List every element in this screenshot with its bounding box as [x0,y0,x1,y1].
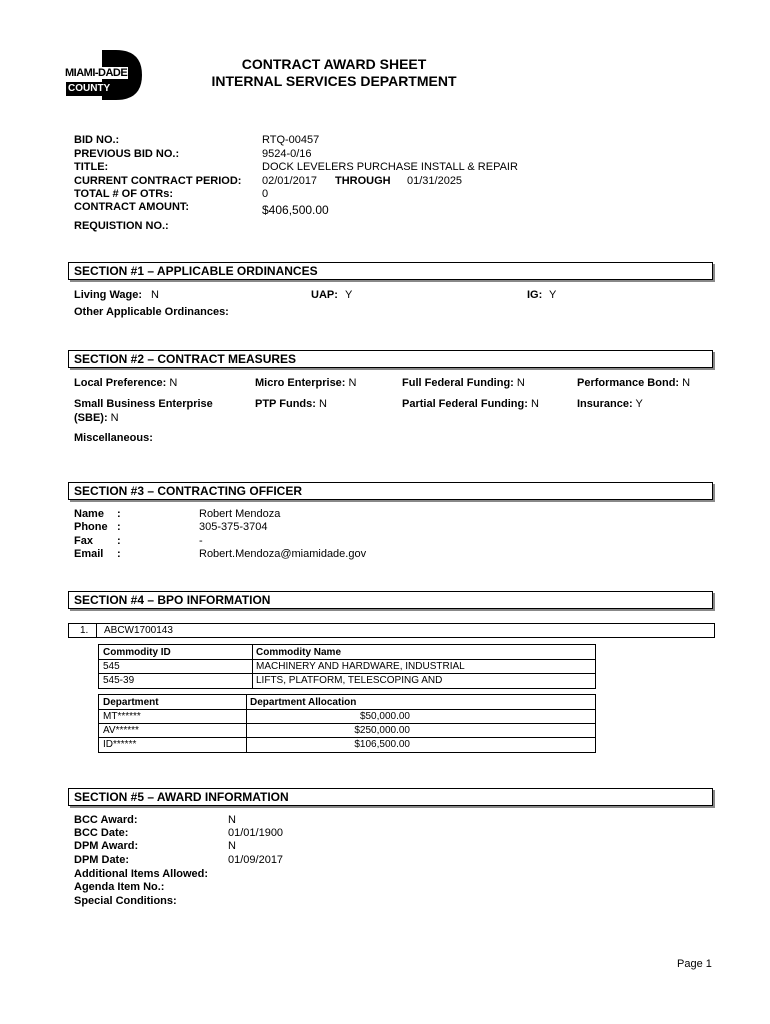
living-wage-label: Living Wage: [74,289,143,301]
section4-header [68,591,713,609]
bid-no-value: RTQ-00457 [262,134,320,146]
section1-heading: SECTION #1 – APPLICABLE ORDINANCES [74,264,318,278]
bpo-number: ABCW1700143 [104,625,173,636]
living-wage-value: N [151,289,159,301]
commodity-id: 545-39 [103,675,135,686]
officer-fax-label: Fax [74,535,93,547]
department-allocation: $106,500.00 [354,739,410,750]
section2-header [68,350,713,368]
uap-value: Y [345,289,353,301]
sbe-label-line1: Small Business Enterprise [74,398,213,410]
agenda-item-label: Agenda Item No.: [74,881,165,893]
section4-heading: SECTION #4 – BPO INFORMATION [74,593,271,607]
department-code: MT****** [103,711,141,722]
officer-name: Robert Mendoza [199,508,281,520]
bcc-date-value: 01/01/1900 [228,827,284,839]
special-conditions-label: Special Conditions: [74,895,177,907]
bcc-award-value: N [228,814,236,826]
section1-header [68,262,713,280]
allocation-table [98,694,596,753]
section3-heading: SECTION #3 – CONTRACTING OFFICER [74,484,303,498]
page-number: Page 1 [677,958,712,970]
dpm-award-label: DPM Award: [74,840,139,852]
through-label: THROUGH [335,175,391,187]
uap-label: UAP: [311,289,338,301]
miscellaneous-label: Miscellaneous: [74,432,153,444]
section3-header [68,482,713,500]
period-start: 02/01/2017 [262,175,318,187]
commodity-name: LIFTS, PLATFORM, TELESCOPING AND [256,675,443,686]
page-title: CONTRACT AWARD SHEET [241,56,427,72]
bpo-row [68,623,715,638]
local-preference: Local Preference: N [74,377,178,389]
department-code: ID****** [103,739,137,750]
previous-bid-value: 9524-0/16 [262,148,312,160]
officer-email-label: Email [74,548,104,560]
period-end: 01/31/2025 [407,175,463,187]
commodity-id: 545 [103,661,120,672]
bid-no-label: BID NO.: [74,134,120,146]
commodity-id-header: Commodity ID [103,647,171,658]
department-allocation: $50,000.00 [359,711,410,722]
full-federal-funding: Full Federal Funding: N [402,377,525,389]
officer-phone-colon: : [117,521,121,533]
section5-heading: SECTION #5 – AWARD INFORMATION [74,790,289,804]
officer-name-label: Name [74,508,104,520]
bcc-date-label: BCC Date: [74,827,129,839]
officer-email-colon: : [117,548,121,560]
officer-phone-label: Phone [74,521,108,533]
insurance: Insurance: Y [577,398,643,410]
ig-value: Y [549,289,557,301]
officer-phone: 305-375-3704 [199,521,268,533]
otrs-label: TOTAL # OF OTRs: [74,188,174,200]
ptp-funds: PTP Funds: N [255,398,327,410]
officer-fax-colon: : [117,535,121,547]
commodity-name: MACHINERY AND HARDWARE, INDUSTRIAL [256,661,465,672]
commodity-name-header: Commodity Name [256,647,342,658]
title-value: DOCK LEVELERS PURCHASE INSTALL & REPAIR [262,161,518,173]
logo-line1: MIAMI-DADE [65,67,128,79]
county-logo [64,48,146,102]
sbe: (SBE): N [74,412,119,424]
other-ordinances-label: Other Applicable Ordinances: [74,306,229,318]
performance-bond: Performance Bond: N [577,377,691,389]
bpo-item-number: 1. [80,625,89,636]
commodity-table [98,644,596,689]
bcc-award-label: BCC Award: [74,814,138,826]
dpm-date-label: DPM Date: [74,854,130,866]
dpm-award-value: N [228,840,236,852]
additional-items-label: Additional Items Allowed: [74,868,209,880]
title-label: TITLE: [74,161,109,173]
partial-federal-funding: Partial Federal Funding: N [402,398,539,410]
previous-bid-label: PREVIOUS BID NO.: [74,148,180,160]
department-allocation: $250,000.00 [354,725,410,736]
officer-email: Robert.Mendoza@miamidade.gov [199,548,367,560]
otrs-value: 0 [262,188,269,200]
logo-line2: COUNTY [68,83,111,94]
micro-enterprise: Micro Enterprise: N [255,377,357,389]
dpm-date-value: 01/09/2017 [228,854,284,866]
officer-fax: - [199,535,203,547]
requisition-label: REQUISTION NO.: [74,220,169,232]
allocation-header: Department Allocation [250,697,357,708]
department-code: AV****** [103,725,139,736]
period-label: CURRENT CONTRACT PERIOD: [74,175,242,187]
page-subtitle: INTERNAL SERVICES DEPARTMENT [211,73,457,89]
amount-value: $406,500.00 [262,203,329,217]
section5-header [68,788,713,806]
section2-heading: SECTION #2 – CONTRACT MEASURES [74,352,297,366]
amount-label: CONTRACT AMOUNT: [74,201,190,213]
department-header: Department [103,697,159,708]
ig-label: IG: [527,289,543,301]
officer-name-colon: : [117,508,121,520]
